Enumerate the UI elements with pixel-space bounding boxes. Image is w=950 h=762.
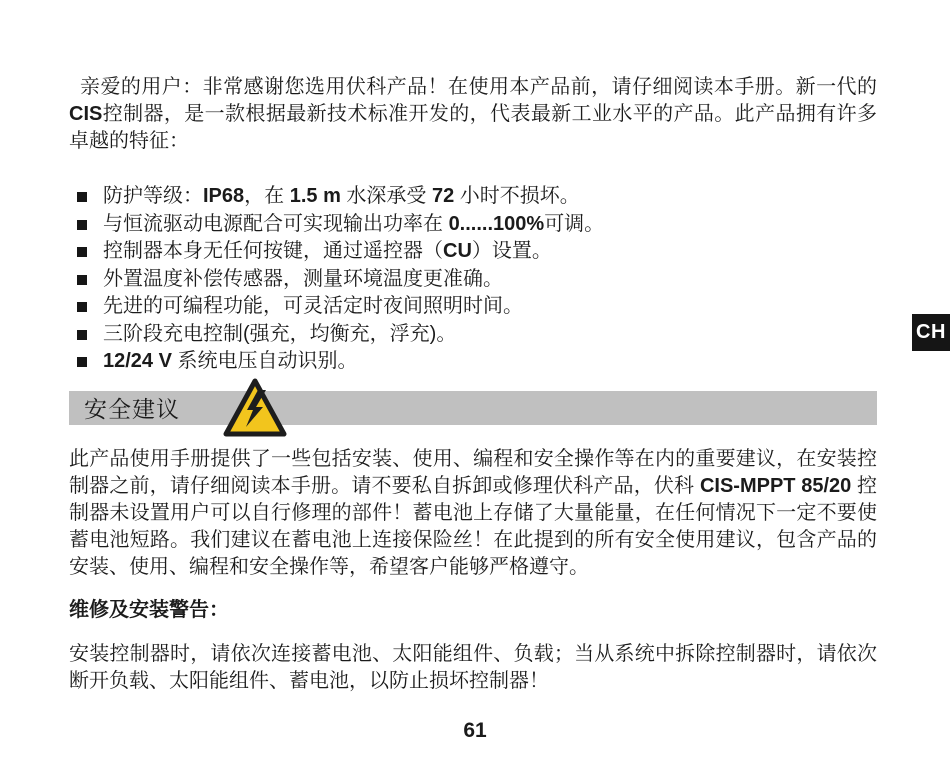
feature-text: 与恒流驱动电源配合可实现输出功率在 0......100%可调。 [103, 212, 605, 235]
bullet-square-icon [77, 192, 87, 202]
bullet-square-icon [77, 330, 87, 340]
feature-text: 三阶段充电控制(强充，均衡充，浮充)。 [103, 322, 457, 345]
feature-text: 控制器本身无任何按键，通过遥控器（CU）设置。 [103, 240, 552, 262]
maintenance-paragraph: 安装控制器时，请依次连接蓄电池、太阳能组件、负载；当从系统中拆除控制器时，请依次断开负载、太阳能组件、蓄电池，以防止损坏控制器！ [69, 642, 877, 692]
bullet-square-icon [77, 247, 87, 257]
safety-paragraph: 此产品使用手册提供了一些包括安装、使用、编程和安全操作等在内的重要建议，在安装控制器之前，请仔细阅读本手册。请不要私自拆卸或修理伏科产品，伏科 CIS-MPPT 85/20 控制器未设置用户可以自行修理的部件！蓄电池上存储了大量能量，在任何情况下一定不要使蓄电池短路。我们建议在蓄电池上连接保险丝！在此提到的所有安全使用建议，包含产品的安装、使用、编程和安全操作等，希望客户能够严格遵守。 [69, 447, 878, 578]
bullet-square-icon [77, 302, 87, 312]
feature-item [69, 266, 877, 294]
bullet-square-icon [77, 220, 87, 230]
feature-item [69, 293, 877, 321]
feature-item [69, 211, 877, 239]
feature-item [69, 183, 877, 211]
safety-section-bar [69, 391, 877, 425]
feature-text: 12/24 V 系统电压自动识别。 [103, 350, 358, 372]
maintenance-warning-heading: 维修及安装警告： [69, 598, 229, 621]
page-number: 61 [463, 719, 487, 742]
features-list [69, 183, 877, 376]
language-tab-ch: CH [912, 314, 950, 351]
feature-item [69, 348, 877, 376]
page-content [69, 74, 877, 695]
intro-paragraph: 亲爱的用户：非常感谢您选用伏科产品！在使用本产品前，请仔细阅读本手册。新一代的CIS控制器，是一款根据最新技术标准开发的，代表最新工业水平的产品。此产品拥有许多卓越的特征： [69, 76, 877, 152]
bullet-square-icon [77, 275, 87, 285]
high-voltage-warning-triangle-icon [222, 377, 288, 440]
feature-text: 外置温度补偿传感器，测量环境温度更准确。 [103, 267, 503, 290]
feature-text: 防护等级：IP68，在 1.5 m 水深承受 72 小时不损坏。 [103, 185, 580, 207]
feature-item [69, 321, 877, 349]
feature-item [69, 238, 877, 266]
section-title: 安全建议 [84, 396, 180, 422]
bullet-square-icon [77, 357, 87, 367]
feature-text: 先进的可编程功能，可灵活定时夜间照明时间。 [103, 295, 523, 317]
